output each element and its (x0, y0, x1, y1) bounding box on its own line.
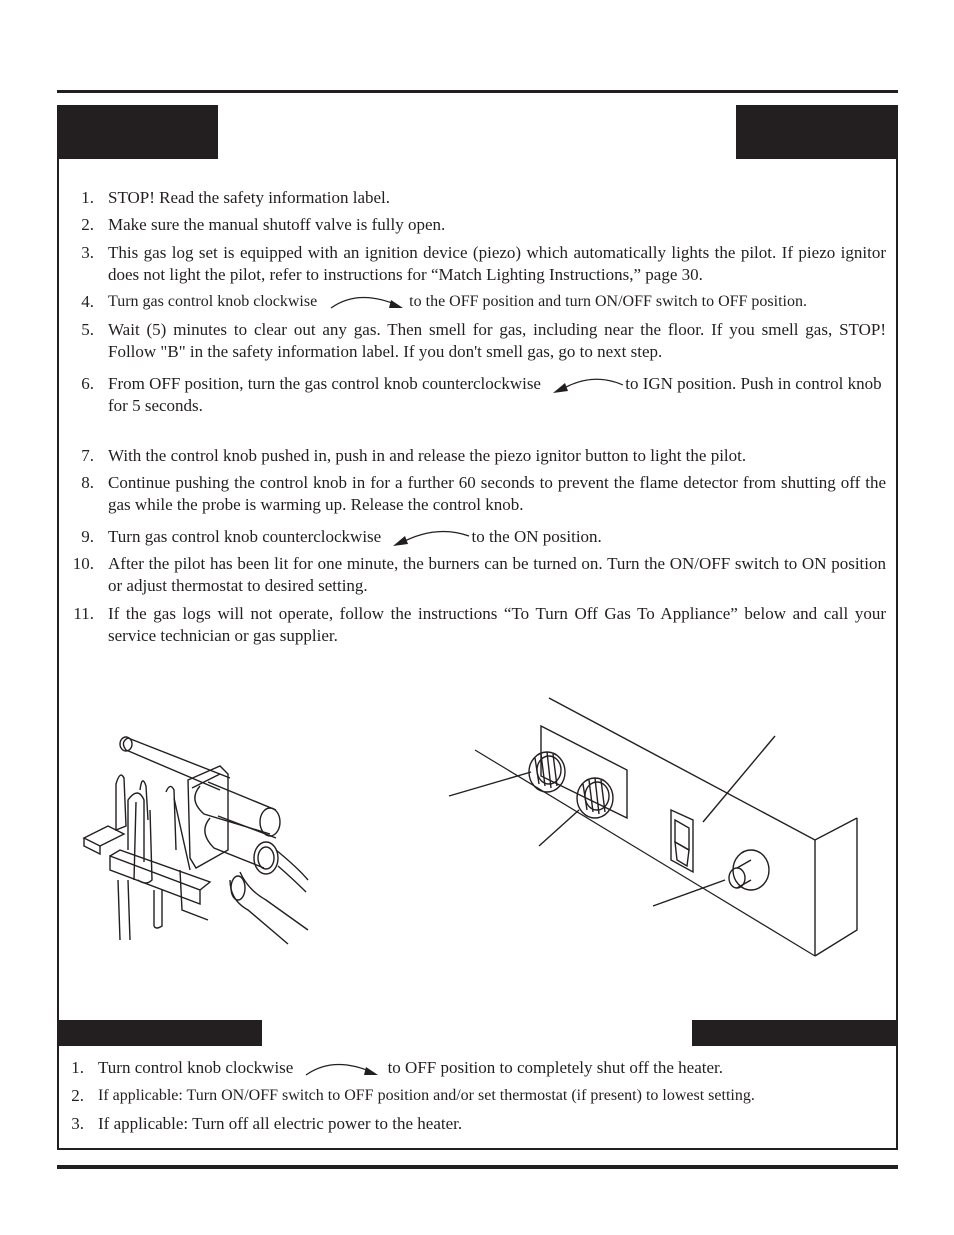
step-text-a: Turn control knob clockwise (98, 1058, 294, 1077)
step-number: 9. (81, 527, 94, 546)
step-text: If the gas logs will not operate, follow the instructions “To Turn Off Gas To Appliance” below and call your service technician or gas supplier. (108, 604, 886, 645)
step-number: 1. (81, 188, 94, 207)
top-rule (57, 90, 898, 93)
step-text: If applicable: Turn ON/OFF switch to OFF position and/or set thermostat (if present) to lowest setting. (98, 1087, 755, 1104)
step-number: 5. (81, 320, 94, 339)
section-bar-right (692, 1020, 898, 1046)
step-text (108, 373, 886, 417)
step-text-a: Turn gas control knob counterclockwise (108, 527, 382, 546)
step-text: If applicable: Turn off all electric power to the heater. (98, 1114, 463, 1133)
step-text: With the control knob pushed in, push in and release the piezo ignitor button to light the pilot. (108, 446, 747, 465)
step-text-b: to OFF position to completely shut off the heater. (387, 1058, 723, 1077)
step-text: STOP! Read the safety information label. (108, 188, 391, 207)
step-text (108, 526, 886, 548)
step-number: 11. (73, 604, 94, 623)
step-text-b: to IGN position. Push in control knob for 5 seconds. (108, 374, 882, 416)
clockwise-arrow-icon (329, 292, 409, 312)
step-number: 2. (71, 1086, 84, 1105)
clockwise-arrow-icon (304, 1059, 384, 1079)
step-number: 1. (71, 1058, 84, 1077)
bottom-rule (57, 1165, 898, 1169)
step-number: 8. (81, 473, 94, 492)
header-tab-right (736, 105, 898, 159)
step-number: 7. (81, 446, 94, 465)
step-text-a: Turn gas control knob clockwise (108, 293, 318, 310)
header-tab-left (57, 105, 218, 159)
step-text (108, 291, 886, 313)
step-number: 3. (71, 1114, 84, 1133)
step-number: 2. (81, 215, 94, 234)
counterclockwise-arrow-icon (391, 528, 471, 548)
step-text: This gas log set is equipped with an ignition device (piezo) which automatically lights the pilot. If piezo ignitor does not light the pilot, refer to instructions for “Match Lighting Instructions,” page 30. (108, 243, 886, 284)
section-bar-left (57, 1020, 262, 1046)
step-number: 4. (81, 292, 94, 311)
control-panel-illustration (445, 690, 865, 960)
step-text: Make sure the manual shutoff valve is fully open. (108, 215, 446, 234)
step-text-a: From OFF position, turn the gas control knob counterclockwise (108, 374, 541, 393)
pilot-assembly-illustration (80, 730, 312, 945)
step-number: 3. (81, 243, 94, 262)
step-number: 10. (72, 554, 94, 573)
step-text-b: to the OFF position and turn ON/OFF switch to OFF position. (409, 293, 807, 310)
step-text (98, 1057, 886, 1079)
counterclockwise-arrow-icon (551, 375, 625, 395)
step-number: 6. (81, 374, 94, 393)
step-text-b: to the ON position. (471, 527, 602, 546)
step-text: Wait (5) minutes to clear out any gas. Then smell for gas, including near the floor. If you smell gas, STOP! Follow "B" in the safety information label. If you don't smell gas, go to next step. (108, 320, 886, 361)
step-text: Continue pushing the control knob in for a further 60 seconds to prevent the flame detector from shutting off the gas while the probe is warming up. Release the control knob. (108, 473, 886, 514)
step-text: After the pilot has been lit for one minute, the burners can be turned on. Turn the ON/OFF switch to ON position or adjust thermostat to desired setting. (108, 554, 886, 595)
